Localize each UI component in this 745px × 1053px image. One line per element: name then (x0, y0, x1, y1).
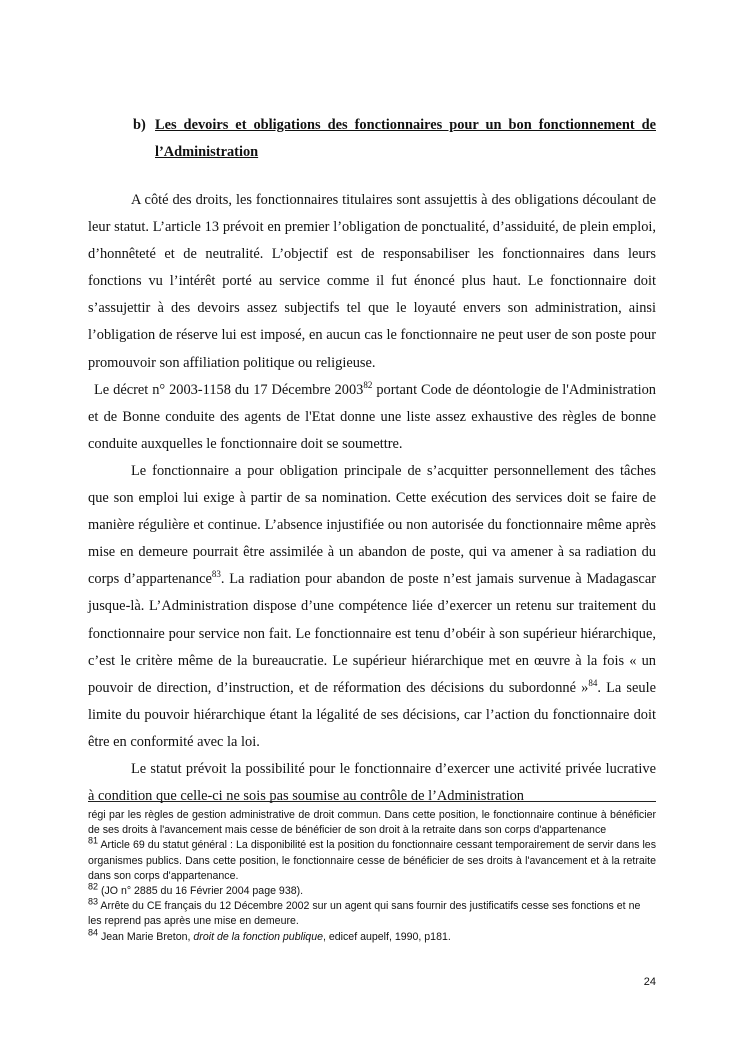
footnote-82 (88, 881, 656, 899)
paragraph-obligations: A côté des droits, les fonctionnaires titulaires sont assujettis à des obligations découlant de leur statut. L’article 13 prévoit en premier l’obligation de ponctualité, d’assiduité, de plein emploi, d’honnêteté et de neutralité. L’objectif est de responsabiliser les fonctionnaires dans leurs fonctions vu l’intérêt porté au service comme il fut énoncé plus haut. Le fonctionnaire doit s’assujettir à des devoirs assez subjectifs tel que le loyauté envers son administration, ainsi l’obligation de réserve lui est imposé, en aucun cas le fonctionnaire ne peut user de son poste pour promouvoir son affiliation politique ou religieuse. (88, 192, 656, 371)
obligation-text-end: . La seule limite du pouvoir hiérarchique étant la légalité de ses décisions, car l’action du fonctionnaire doit être en conformité avec la loi. (88, 679, 656, 750)
decret-text-end: portant Code de déontologie de l'Administration et de Bonne conduite des agents de l'Etat donne une liste assez exhaustive des règles de bonne conduite auxquelles le fonctionnaire doit se soumettre. (88, 381, 656, 452)
obligation-text-middle: . La radiation pour abandon de poste n’est jamais survenue à Madagascar jusque-là. L’Administration dispose d’une compétence liée d’exercer un retenu sur traitement du fonctionnaire pour service non fait. Le fonctionnaire est tenu d’obéir à son supérieur hiérarchique, c’est le critère même de la bureaucratie. Le supérieur hiérarchique met en œuvre à la fois « un pouvoir de direction, d’instruction, et de réformation des décisions du subordonné » (88, 571, 656, 696)
footnote-text: (JO n° 2885 du 16 Février 2004 page 938). (98, 885, 304, 898)
decret-text-start: Le décret n° 2003-1158 du 17 Décembre 2003 (94, 381, 364, 398)
paragraph-activite-privee: Le statut prévoit la possibilité pour le fonctionnaire d’exercer une activité privée lucrative à condition que celle-ci ne sois pas soumise au contrôle de l’Administration (88, 760, 656, 805)
footnote-84 (88, 927, 656, 945)
paragraph-obligation-principale (88, 458, 656, 756)
footnote-continuation: régi par les règles de gestion administrative de droit commun. Dans cette position, le fonctionnaire continue à bénéficier de ses droits à l'avancement mais cesse de bénéficier de son droit à la retraite dans son corps d'appartenance (88, 809, 656, 837)
page-number: 24 (643, 976, 656, 988)
footnote-number: 83 (88, 896, 99, 907)
footnote-separator (88, 801, 656, 802)
footnote-number: 81 (88, 835, 99, 846)
footnote-book-title: droit de la fonction publique (193, 930, 323, 943)
footnotes (88, 808, 656, 945)
obligation-text-start: Le fonctionnaire a pour obligation principale de s’acquitter personnellement des tâches que son emploi lui exige à partir de sa nomination. Cette exécution des services doit se faire de manière régulière et continue. L’absence injustifiée ou non autorisée du fonctionnaire même après mise en demeure pourrait être assimilée à un abandon de poste, qui va amener à sa radiation du corps d’appartenance (88, 462, 656, 588)
footnote-text: Arrête du CE français du 12 Décembre 2002 sur un agent qui sans fournir des justificatifs cesse ses fonctions et ne les reprend pas après une mise en demeure. (88, 900, 641, 928)
footnote-ref-83: 83 (211, 569, 221, 580)
footnote-81 (88, 835, 656, 884)
paragraph-decret (88, 377, 656, 458)
footnote-author: Jean Marie Breton, (98, 930, 194, 943)
body-text (88, 187, 656, 810)
section-title: Les devoirs et obligations des fonctionnaires pour un bon fonctionnement de l’Administration (155, 117, 656, 160)
footnote-83 (88, 896, 656, 929)
footnote-number: 82 (88, 881, 99, 892)
section-heading (133, 112, 656, 166)
footnote-ref-82: 82 (363, 379, 373, 390)
footnote-publisher: , edicef aupelf, 1990, p181. (322, 930, 451, 943)
footnote-ref-84: 84 (588, 677, 598, 688)
footnote-number: 84 (88, 927, 99, 938)
section-letter: b) (133, 117, 146, 133)
footnote-text: Article 69 du statut général : La disponibilité est la position du fonctionnaire cessant temporairement de servir dans les organismes publics. Dans cette position, le fonctionnaire cesse de bénéficier de ses droits à l'avancement et à la retraite dans son corps d'appartenance. (88, 839, 656, 882)
